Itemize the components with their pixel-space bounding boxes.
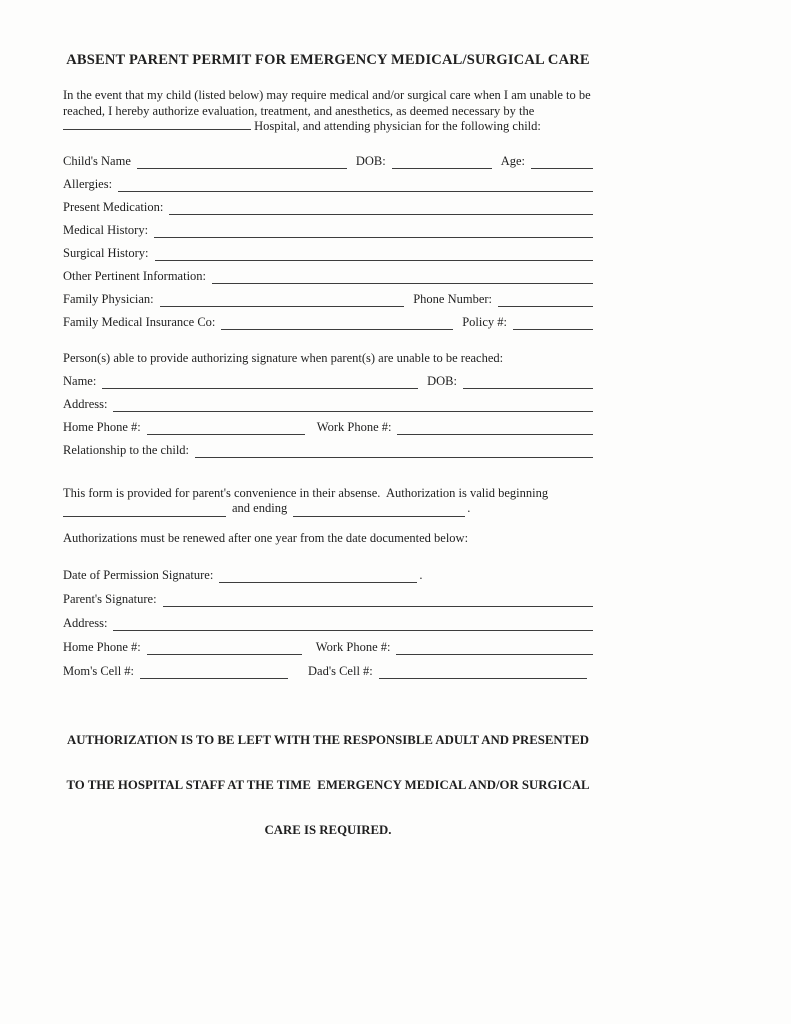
parent-home-phone-label: Home Phone #:: [63, 639, 141, 654]
validity-line1: This form is provided for parent's convenience in their absense. Authorization is valid beginning: [63, 485, 549, 500]
policy-number-label: Policy #:: [462, 314, 507, 329]
insurance-label: Family Medical Insurance Co:: [63, 314, 216, 329]
medical-history-label: Medical History:: [63, 222, 149, 237]
authorizer-heading: Person(s) able to provide authorizing signature when parent(s) are unable to be reached:: [63, 350, 504, 365]
footer-line-3: CARE IS REQUIRED.: [264, 822, 392, 837]
child-dob-blank: [392, 154, 492, 169]
footer-line-2: TO THE HOSPITAL STAFF AT THE TIME EMERGENCY MEDICAL AND/OR SURGICAL: [66, 777, 590, 792]
date-of-signature-blank: [219, 568, 417, 583]
intro-text-after: Hospital, and attending physician for the following child:: [251, 119, 541, 133]
field-row-surgical-history: [63, 245, 593, 261]
authorizer-name-blank: [102, 374, 418, 389]
childs-name-blank: [137, 154, 347, 169]
form-content: [63, 52, 593, 868]
field-row-authorizer-phones: [63, 419, 593, 435]
renewal-note: Authorizations must be renewed after one year from the date documented below:: [63, 530, 469, 545]
and-ending-label: and ending: [232, 501, 288, 515]
validity-line2: [63, 501, 593, 517]
field-row-authorizer-address: [63, 396, 593, 412]
surgical-history-blank: [155, 246, 593, 261]
field-row-medical-history: [63, 222, 593, 238]
field-row-date-of-signature: [63, 567, 593, 583]
childs-name-label: Child's Name: [63, 153, 131, 168]
moms-cell-label: Mom's Cell #:: [63, 663, 135, 678]
allergies-label: Allergies:: [63, 176, 113, 191]
child-age-label: Age:: [500, 153, 525, 168]
date-of-signature-period: .: [419, 567, 423, 582]
family-physician-blank: [160, 292, 405, 307]
field-row-other-pertinent: [63, 268, 593, 284]
field-row-family-physician: [63, 291, 593, 307]
authorizer-address-blank: [113, 397, 593, 412]
parent-work-phone-blank: [396, 640, 593, 655]
authorizer-dob-blank: [463, 374, 593, 389]
field-row-parent-signature: [63, 591, 593, 607]
hospital-name-blank: [63, 119, 251, 130]
field-row-authorizer-name: [63, 373, 593, 389]
moms-cell-blank: [140, 664, 288, 679]
relationship-blank: [195, 443, 593, 458]
field-row-relationship: [63, 442, 593, 458]
parent-signature-label: Parent's Signature:: [63, 591, 157, 606]
authorizer-name-label: Name:: [63, 373, 97, 388]
validity-begin-blank: [63, 502, 226, 517]
other-pertinent-blank: [212, 269, 593, 284]
present-medication-blank: [169, 200, 593, 215]
authorizer-address-label: Address:: [63, 396, 108, 411]
authorizer-home-phone-label: Home Phone #:: [63, 419, 141, 434]
field-row-present-medication: [63, 199, 593, 215]
field-row-child-name: [63, 153, 593, 169]
field-row-parent-phones: [63, 639, 593, 655]
field-row-allergies: [63, 176, 593, 192]
parent-work-phone-label: Work Phone #:: [315, 639, 391, 654]
authorizer-work-phone-blank: [397, 420, 593, 435]
field-row-parent-address: [63, 615, 593, 631]
intro-text-before: In the event that my child (listed below) may require medical and/or surgical care when I am unable to be reached, I hereby authorize evaluation, treatment, and anesthetics, as deemed necessary by the: [63, 88, 594, 118]
field-row-cell-phones: [63, 663, 593, 679]
parent-address-label: Address:: [63, 615, 108, 630]
allergies-blank: [118, 177, 593, 192]
parent-address-blank: [113, 616, 593, 631]
parent-signature-blank: [163, 592, 593, 607]
form-title: ABSENT PARENT PERMIT FOR EMERGENCY MEDICAL/SURGICAL CARE: [66, 52, 590, 68]
medical-history-blank: [154, 223, 593, 238]
policy-number-blank: [513, 315, 593, 330]
dads-cell-label: Dad's Cell #:: [308, 663, 373, 678]
field-row-insurance: [63, 314, 593, 330]
date-of-signature-label: Date of Permission Signature:: [63, 567, 214, 582]
family-physician-label: Family Physician:: [63, 291, 154, 306]
footer-line-1: AUTHORIZATION IS TO BE LEFT WITH THE RESPONSIBLE ADULT AND PRESENTED: [66, 732, 589, 747]
phone-number-blank: [498, 292, 593, 307]
dads-cell-blank: [379, 664, 587, 679]
footer-notice: [63, 703, 593, 868]
relationship-label: Relationship to the child:: [63, 442, 190, 457]
phone-number-label: Phone Number:: [413, 291, 492, 306]
authorizer-work-phone-label: Work Phone #:: [316, 419, 392, 434]
child-dob-label: DOB:: [355, 153, 386, 168]
parent-home-phone-blank: [147, 640, 302, 655]
surgical-history-label: Surgical History:: [63, 245, 149, 260]
authorizer-dob-label: DOB:: [427, 373, 457, 388]
intro-paragraph: [63, 88, 593, 135]
child-age-blank: [531, 154, 593, 169]
validity-end-blank: [293, 502, 465, 517]
present-medication-label: Present Medication:: [63, 199, 164, 214]
insurance-blank: [221, 315, 453, 330]
validity-period: .: [467, 501, 471, 515]
other-pertinent-label: Other Pertinent Information:: [63, 268, 207, 283]
authorizer-home-phone-blank: [147, 420, 305, 435]
